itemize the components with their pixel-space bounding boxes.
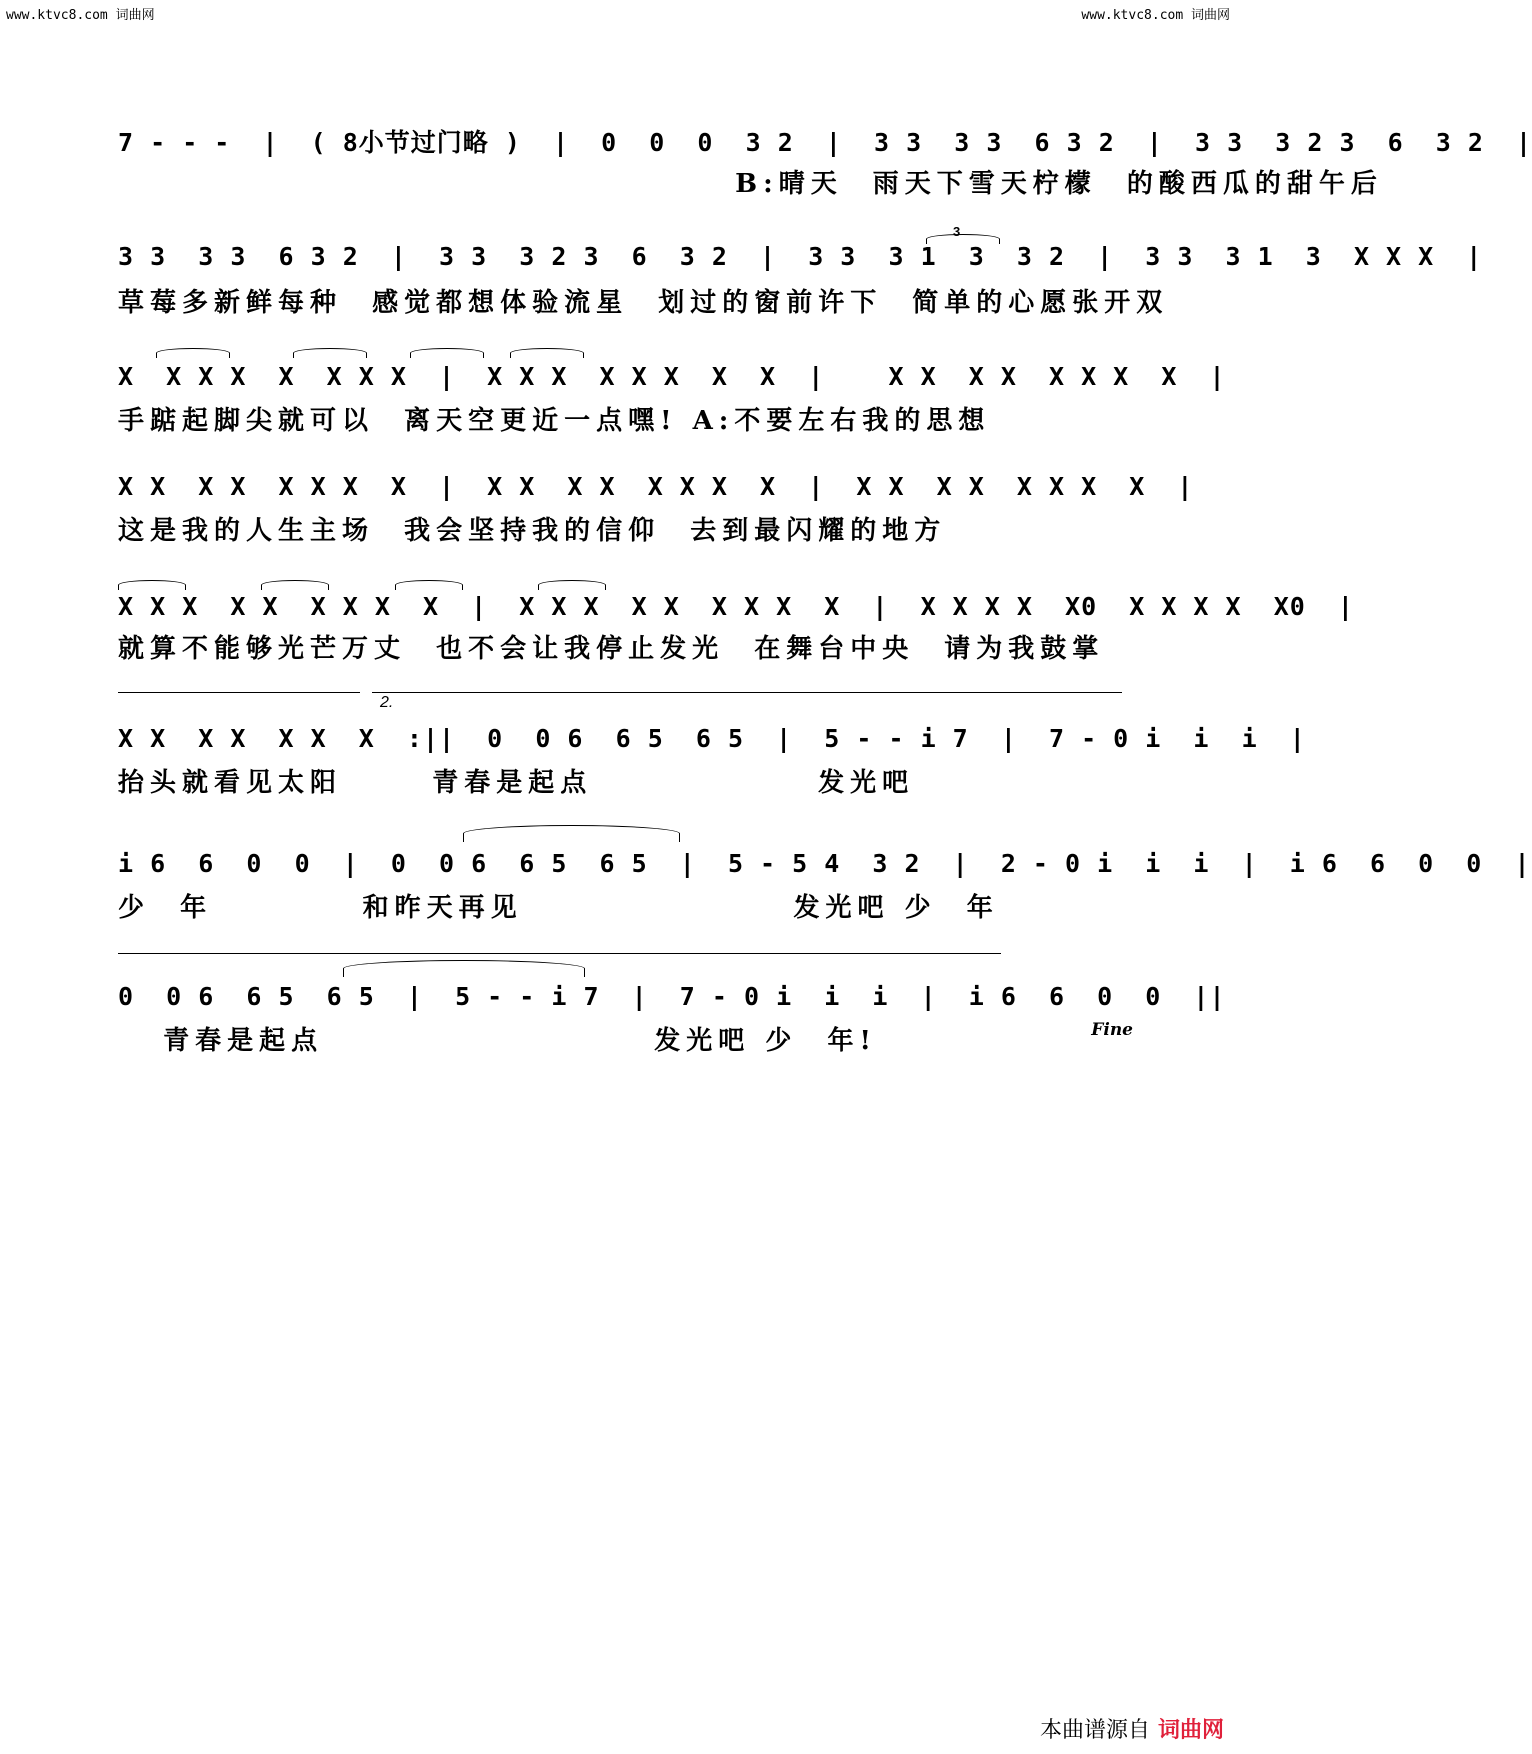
lyrics-line: 这是我的人生主场 我会坚持我的信仰 去到最闪耀的地方 [118,516,947,546]
notation-line: 7 - - - | ( 8小节过门略 ) | 0 0 0 3 2 | 3 3 3 3 6 3 2 | 3 3 3 2 3 6 3 2 | [118,128,1532,157]
triplet-arc [395,580,463,590]
triplet-arc [538,580,606,590]
triplet-arc [118,580,186,590]
source-footer [1040,1713,1224,1744]
triplet-arc [510,348,584,358]
footer-brand: 词曲网 [1157,1718,1224,1743]
triplet-arc [261,580,329,590]
footer-source-text: 本曲谱源自 [1039,1718,1150,1743]
header-site-right: www.ktvc8.com 词曲网 [1081,8,1230,23]
lyrics-line: 少 年 和昨天再见 发光吧 少 年 [118,893,999,923]
notation-line: X X X X X X X :|| 0 0 6 6 5 6 5 | 5 - - i 7 | 7 - 0 i i i | [118,724,1306,753]
notation-line: 3 3 3 3 6 3 2 | 3 3 3 2 3 6 3 2 | 3 3 3 1 3 3 2 | 3 3 3 1 3 X X X | [118,242,1483,271]
lyrics-line: 抬头就看见太阳 青春是起点 发光吧 [118,768,915,798]
volta-line [372,692,1122,693]
lyrics-line: B:晴天 雨天下雪天柠檬 的酸西瓜的甜午后 [118,169,1383,199]
triplet-arc [293,348,367,358]
lyrics-line: 手踮起脚尖就可以 离天空更近一点嘿! A:不要左右我的思想 [118,406,991,436]
notation-line: X X X X X X X X | X X X X X X X X | X X X X X X X X | [118,362,1226,391]
notation-line: 0 0 6 6 5 6 5 | 5 - - i 7 | 7 - 0 i i i | i 6 6 0 0 || [118,982,1226,1011]
volta-line [118,692,360,693]
lyrics-line: 草莓多新鲜每种 感觉都想体验流星 划过的窗前许下 简单的心愿张开双 [118,288,1169,318]
notation-line: X X X X X X X X X | X X X X X X X X X | X X X X X0 X X X X X0 | [118,592,1354,621]
notation-line: X X X X X X X X | X X X X X X X X | X X X X X X X X | [118,472,1194,501]
triplet-arc [156,348,230,358]
lyrics-line: 就算不能够光芒万丈 也不会让我停止发光 在舞台中央 请为我鼓掌 [118,634,1105,664]
triplet-mark: 3 [953,224,961,239]
lyrics-line: 青春是起点 发光吧 少 年! [118,1026,877,1056]
tie-arc [463,825,680,842]
volta-ending-2: 2. [380,694,394,711]
fine-marking: Fine [1091,1020,1133,1040]
volta-line [118,953,1001,954]
notation-line: i 6 6 0 0 | 0 0 6 6 5 6 5 | 5 - 5 4 3 2 | 2 - 0 i i i | i 6 6 0 0 | [118,849,1531,878]
header-site-left: www.ktvc8.com 词曲网 [6,8,155,23]
tie-arc [343,960,585,977]
triplet-arc [410,348,484,358]
